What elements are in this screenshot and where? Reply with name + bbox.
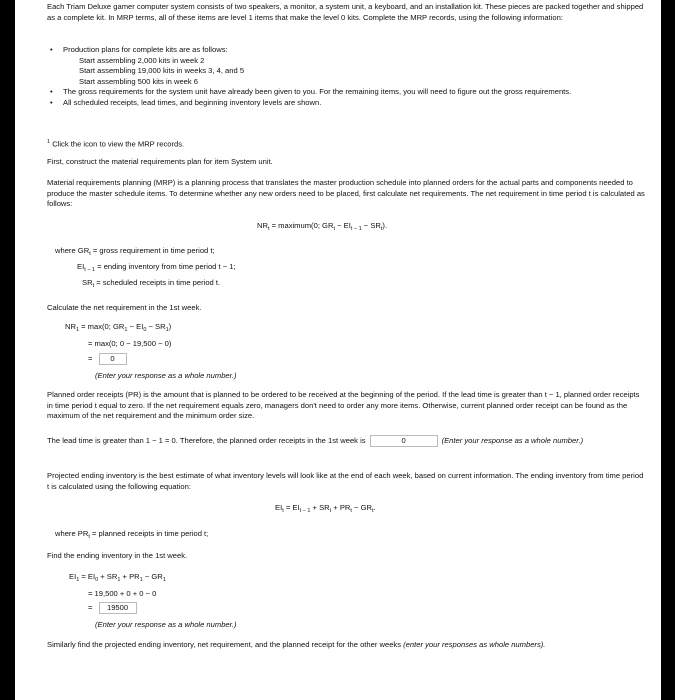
- similarly-instruction: Similarly find the projected ending inventory, net requirement, and the planned receipt for the other weeks (enter your responses as whole numbers).: [47, 640, 546, 649]
- where-sr: $SR_t$ = scheduled receipts in time period t.: [82, 278, 221, 289]
- bullet-gross-requirements: • The gross requirements for the system unit have already been given to you. For the remaining items, you will need to figure out the gross requirements.: [47, 87, 571, 98]
- bullet-list: [47, 45, 571, 109]
- nr-hint: (Enter your response as a whole number.): [95, 371, 237, 380]
- where-pr: where $PR_t$ = planned receipts in time period t;: [55, 529, 209, 540]
- plan-line: Start assembling 2,000 kits in week 2: [79, 55, 205, 65]
- mrp-definition: Material requirements planning (MRP) is a planning process that translates the master production schedule into planned orders for the actual parts and components needed to produce the master schedule items. To determine whether any new orders need to be placed, first calculate net requirements. The net requirement in time period t is calculated as follows:: [47, 178, 645, 209]
- plan-line: Start assembling 19,000 kits in weeks 3, 4, and 5: [79, 66, 245, 76]
- first-instruction: First, construct the material requirements plan for item System unit.: [47, 157, 273, 166]
- intro-paragraph: Each Triam Deluxe gamer computer system consists of two speakers, a monitor, a system unit, a keyboard, and an installation kit. These pieces are packed together and shipped as a complete kit. In MRP terms, all of these items are level 1 items that make the level 0 kits. Complete the MRP records, using the following information:: [47, 2, 644, 22]
- document-page: [15, 0, 661, 700]
- plan-line: Start assembling 500 kits in week 6: [79, 76, 199, 86]
- projected-inventory-definition: Projected ending inventory is the best estimate of what inventory levels will look like at the end of each week, based on current information. The ending inventory from time period t is calculated using the following equation:: [47, 471, 644, 491]
- ei-hint: (Enter your response as a whole number.): [95, 620, 237, 629]
- ending-inventory-formula: $EI_t = EI_{t - 1} + SR_t + PR_t - GR_t$.: [275, 503, 376, 514]
- ei-equation: $EI_1 = EI_0 + SR_1 + PR_1 - GR_1$: [69, 572, 166, 583]
- nr-answer-input[interactable]: 0: [99, 353, 127, 365]
- bullet-scheduled-receipts: • All scheduled receipts, lead times, and beginning inventory levels are shown.: [47, 98, 571, 109]
- find-ei-instruction: Find the ending inventory in the 1st week.: [47, 551, 188, 560]
- nr-equation: $NR_1 = \max(0$; $GR_1 - EI_0 - SR_1$): [65, 322, 172, 333]
- where-gr: where $GR_t$ = gross requirement in time period t;: [55, 246, 215, 257]
- lead-time-sentence: The lead time is greater than 1 − 1 = 0. Therefore, the planned order receipts in the 1st week is 0 (Enter your response as a whole number.): [47, 436, 584, 445]
- ei-answer-row: = 19500: [88, 602, 137, 614]
- bullet-production-plans: • Production plans for complete kits are as follows:: [47, 45, 571, 56]
- click-icon-note: $^1$ Click the icon to view the MRP records.: [47, 139, 185, 149]
- nr-answer-row: = 0: [88, 353, 127, 365]
- where-ei: $EI_{t - 1}$ = ending inventory from time period t − 1;: [77, 262, 236, 273]
- net-requirement-formula: $NR_t$ = maximum(0; $GR_t - EI_{t - 1} - SR_t$).: [257, 221, 388, 232]
- ei-answer-input[interactable]: 19500: [99, 602, 137, 614]
- pr-answer-input[interactable]: 0: [370, 435, 438, 447]
- ei-substitution: = 19,500 + 0 + 0 − 0: [88, 589, 157, 598]
- nr-substitution: = max(0; 0 − 19,500 − 0): [88, 339, 172, 348]
- pr-definition: Planned order receipts (PR) is the amount that is planned to be ordered to be received at the beginning of the period. If the lead time is greater than t − 1, planned order receipts in time period t equal to zero. If the net requirement equals zero, managers don't need to order any more items. Otherwise, current planned order receipt can be found as the maximum of the net requirement and the minimum order size.: [47, 390, 640, 421]
- calc-nr-instruction: Calculate the net requirement in the 1st week.: [47, 303, 202, 312]
